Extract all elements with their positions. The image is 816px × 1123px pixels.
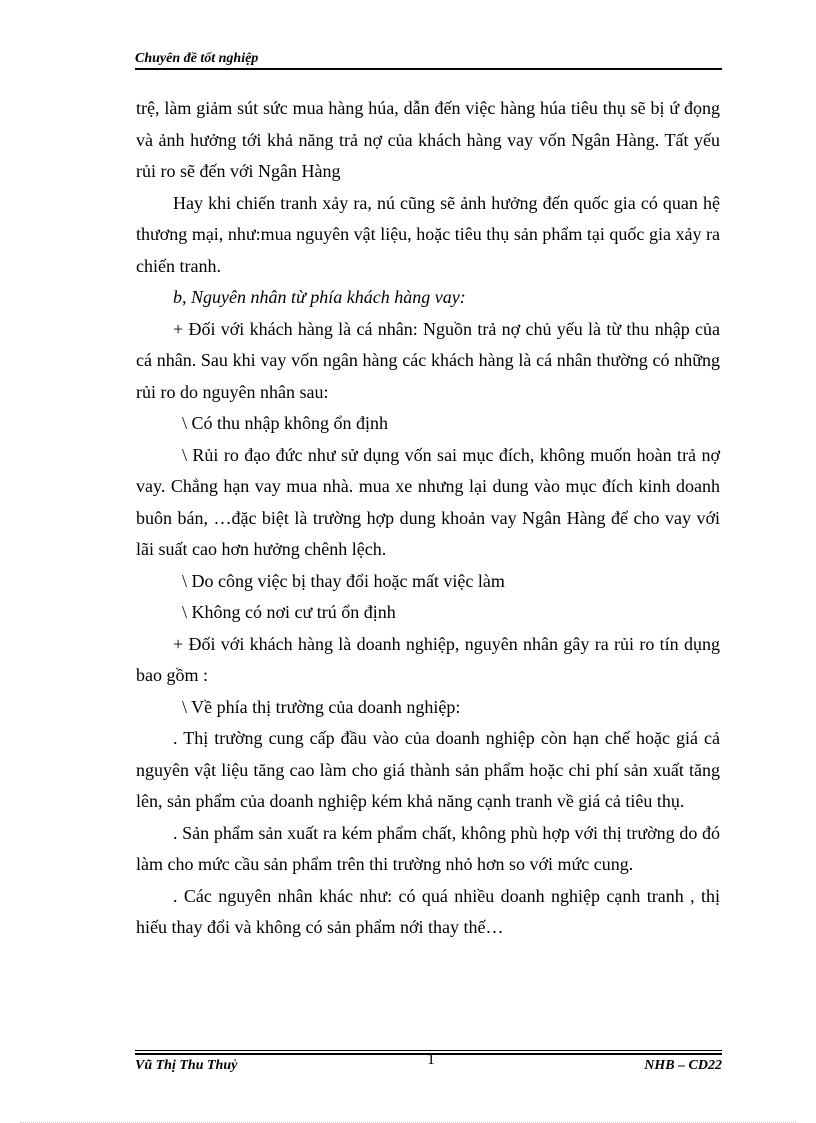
paragraph: + Đối với khách hàng là doanh nghiệp, nguyên nhân gây ra rủi ro tín dụng bao gồm : — [136, 633, 720, 685]
paragraph: + Đối với khách hàng là cá nhân: Nguồn trả nợ chủ yếu là từ thu nhập của cá nhân. Sau khi vay vốn ngân hàng các khách hàng là cá nhân thường có những rủi ro do nguyên nhân sau: — [136, 318, 720, 402]
header-title: Chuyên đề tốt nghiệp — [135, 51, 259, 66]
document-body — [136, 93, 720, 944]
footer-code: NHB – CD22 — [644, 1058, 722, 1073]
list-item: . Sản phẩm sản xuất ra kém phẩm chất, không phù hợp với thị trường do đó làm cho mức cầu sản phẩm trên thi trường nhỏ hơn so với mức cung. — [136, 822, 720, 874]
section-heading: b, Nguyên nhân từ phía khách hàng vay: — [173, 287, 466, 307]
list-item: \ Do công việc bị thay đổi hoặc mất việc làm — [182, 570, 505, 591]
list-item: \ Có thu nhập không ổn định — [182, 413, 388, 433]
list-item: \ Không có nơi cư trú ổn định — [182, 602, 396, 622]
list-item: \ Về phía thị trường của doanh nghiệp: — [182, 696, 461, 717]
page-footer — [135, 1050, 722, 1077]
list-item: . Thị trường cung cấp đầu vào của doanh nghiệp còn hạn chế hoặc giá cả nguyên vật liệu tăng cao làm cho giá thành sản phẩm hoặc chi phí sản xuất tăng lên, sản phẩm của doanh nghiệp kém khả năng cạnh tranh về giá cả tiêu thụ. — [136, 728, 720, 811]
page-number: 1 — [427, 1051, 435, 1068]
paragraph: Hay khi chiến tranh xảy ra, nú cũng sẽ ảnh hưởng đến quốc gia có quan hệ thương mại, như:mua nguyên vật liệu, hoặc tiêu thụ sản phẩm tại quốc gia xảy ra chiến tranh. — [136, 192, 720, 276]
list-item: \ Rủi ro đạo đức như sử dụng vốn sai mục đích, không muốn hoàn trả nợ vay. Chẳng hạn vay mua nhà. mua xe nhưng lại dung vào mục đích kinh doanh buôn bán, …đặc biệt là trường hợp dung khoản vay Ngân Hàng để cho vay với lãi suất cao hơn hưởng chênh lệch. — [136, 444, 720, 559]
header-rule — [135, 68, 722, 70]
paragraph: trệ, làm giảm sút sức mua hàng húa, dẫn đến việc hàng húa tiêu thụ sẽ bị ứ đọng và ảnh hưởng tới khả năng trả nợ của khách hàng vay vốn Ngân Hàng. Tất yếu rủi ro sẽ đến với Ngân Hàng — [136, 98, 720, 181]
footer-author: Vũ Thị Thu Thuỷ — [135, 1058, 238, 1073]
list-item: . Các nguyên nhân khác như: có quá nhiều doanh nghiệp cạnh tranh , thị hiếu thay đổi và không có sản phẩm nới thay thế… — [136, 885, 720, 937]
page-header — [135, 50, 722, 70]
